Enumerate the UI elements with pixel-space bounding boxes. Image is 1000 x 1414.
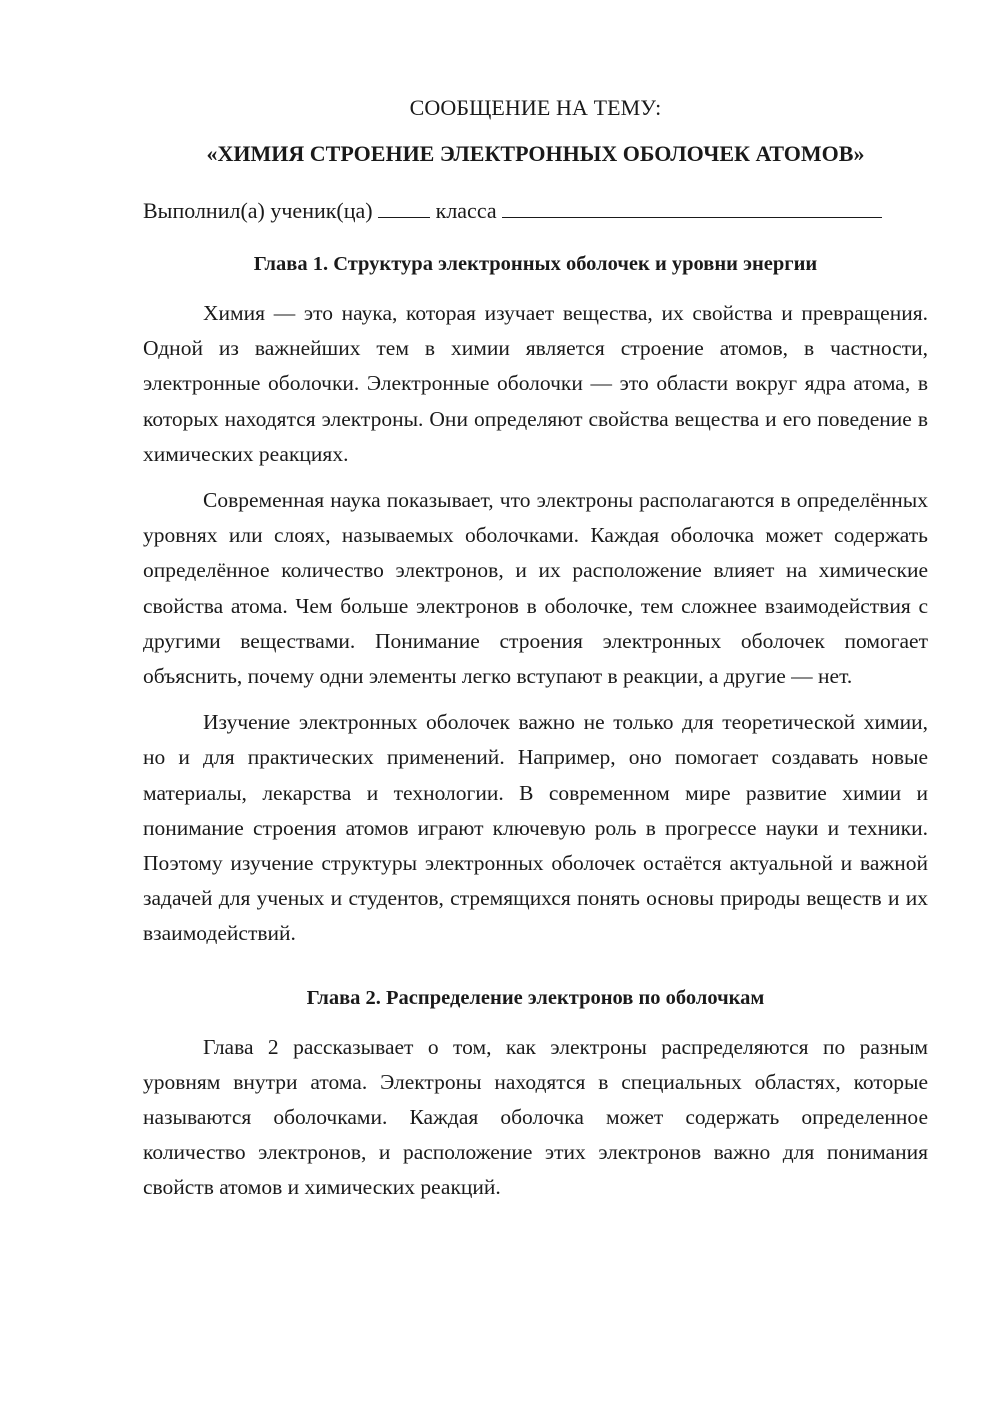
chapter-1-paragraph: Химия — это наука, которая изучает вещества, их свойства и превращения. Одной из важнейших тем в химии является строение атомов, в частности, электронные оболочки. Электронные оболочки — это области вокруг ядра атома, в которых находятся электроны. Они определяют свойства вещества и его поведение в химических реакциях.	[143, 301, 928, 466]
chapter-1-paragraph: Современная наука показывает, что электроны располагаются в определённых уровнях или слоях, называемых оболочками. Каждая оболочка может содержать определённое количество электронов, и их расположение влияет на химические свойства атома. Чем больше электронов в оболочке, тем сложнее взаимодействия с другими веществами. Понимание строения электронных оболочек помогает объяснить, почему одни элементы легко вступают в реакции, а другие — нет.	[143, 488, 928, 689]
document-title: «ХИМИЯ СТРОЕНИЕ ЭЛЕКТРОННЫХ ОБОЛОЧЕК АТОМОВ»	[206, 141, 865, 166]
chapter-1-paragraph: Изучение электронных оболочек важно не только для теоретической химии, но и для практических применений. Например, оно помогает создавать новые материалы, лекарства и технологии. В современном мире развитие химии и понимание строения атомов играют ключевую роль в прогрессе науки и техники. Поэтому изучение структуры электронных оболочек остаётся актуальной и важной задачей для ученых и студентов, стремящихся понять основы природы веществ и их взаимодействий.	[143, 710, 928, 946]
chapter-1-title: Глава 1. Структура электронных оболочек и уровни энергии	[253, 253, 818, 275]
name-blank	[502, 197, 882, 218]
author-class-label: класса	[435, 198, 497, 223]
chapter-2-paragraph: Глава 2 рассказывает о том, как электроны распределяются по разным уровням внутри атома. Электроны находятся в специальных областях, которые называются оболочками. Каждая оболочка может содержать определенное количество электронов, и расположение этих электронов важно для понимания свойств атомов и химических реакций.	[143, 1034, 928, 1200]
chapter-2-title: Глава 2. Распределение электронов по оболочкам	[306, 986, 765, 1009]
author-line	[143, 196, 928, 226]
document-heading: СООБЩЕНИЕ НА ТЕМУ:	[409, 95, 662, 120]
author-prefix: Выполнил(а) ученик(ца)	[143, 198, 373, 223]
document-page	[143, 93, 928, 1206]
grade-blank	[378, 197, 430, 218]
